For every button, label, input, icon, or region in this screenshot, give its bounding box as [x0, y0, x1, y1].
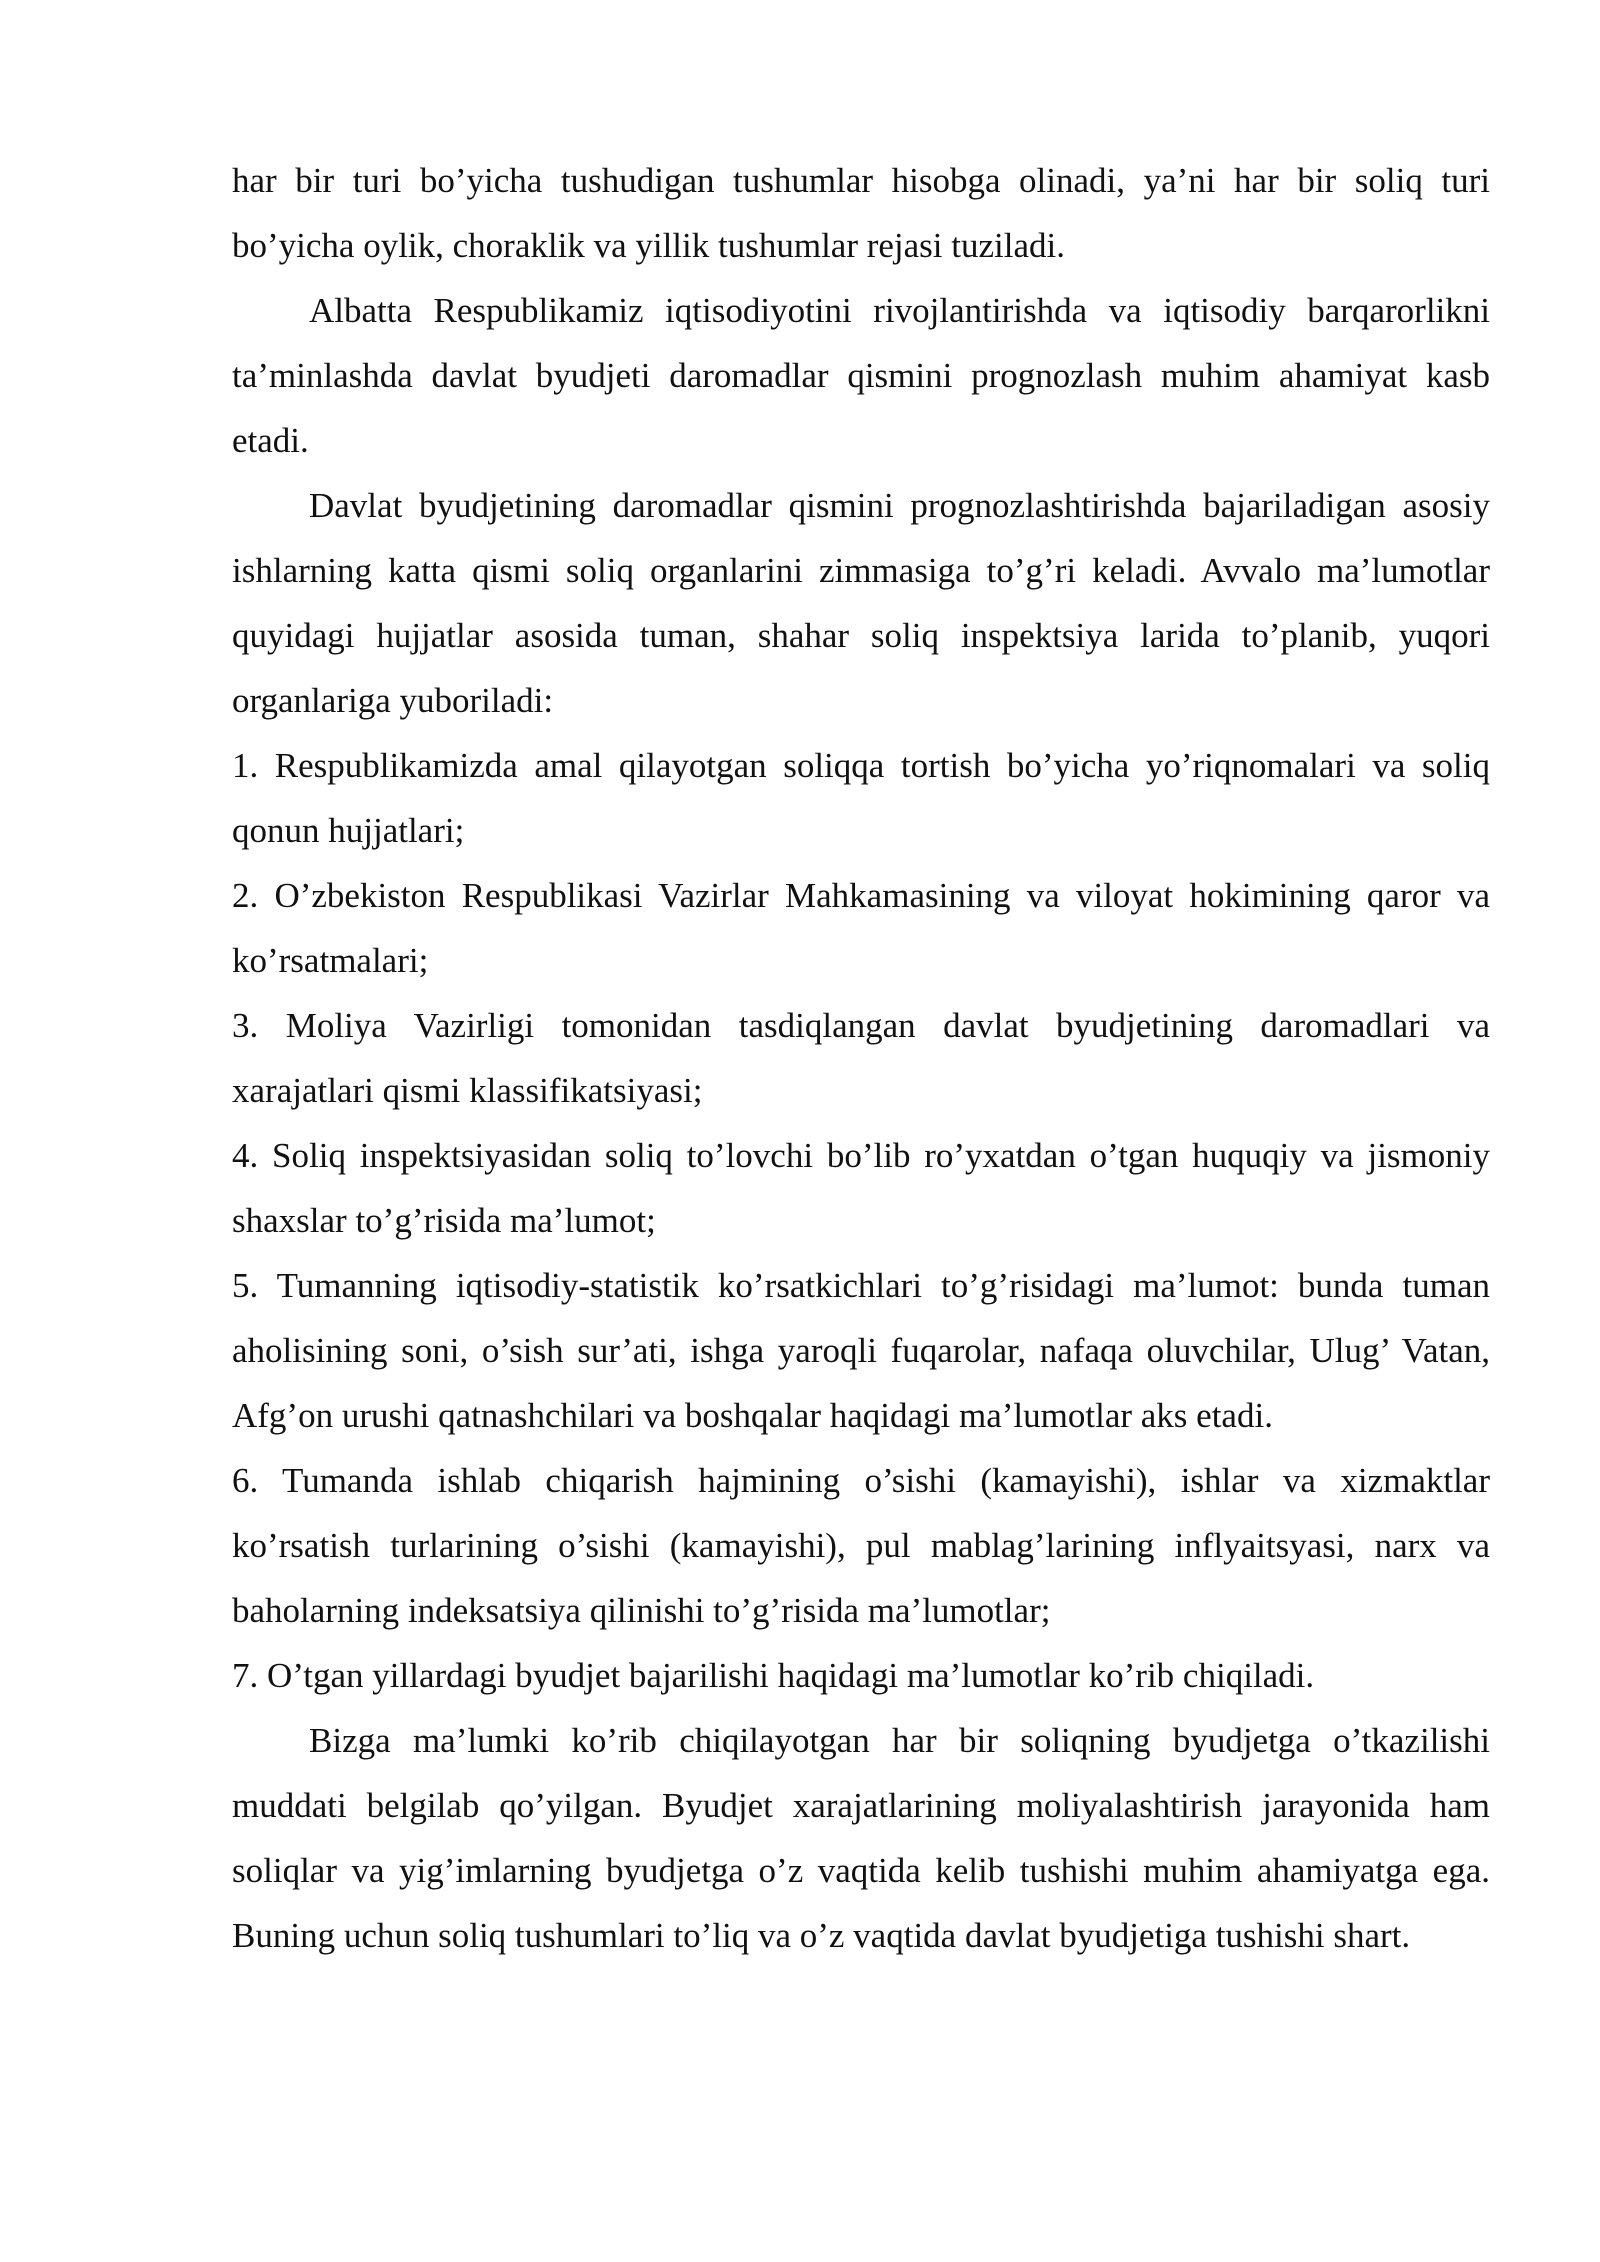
list-item: 4. Soliq inspektsiyasidan soliq to’lovchi bo’lib ro’yxatdan o’tgan huquqiy va jismoniy shaxslar to’g’risida ma’lumot;	[232, 1136, 1490, 1240]
list-item: 7. O’tgan yillardagi byudjet bajarilishi haqidagi ma’lumotlar ko’rib chiqiladi.	[232, 1656, 1315, 1695]
list-item: 2. O’zbekiston Respublikasi Vazirlar Mahkamasining va viloyat hokimining qaror va ko’rsatmalari;	[232, 876, 1490, 980]
paragraph-albatta: Albatta Respublikamiz iqtisodiyotini rivojlantirishda va iqtisodiy barqarorlikni ta’minlashda davlat byudjeti daromadlar qismini prognozlash muhim ahamiyat kasb etadi.	[232, 291, 1490, 460]
document-page	[232, 148, 1490, 1968]
paragraph-davlat-byudjeti: Davlat byudjetining daromadlar qismini prognozlashtirishda bajariladigan asosiy ishlarning katta qismi soliq organlarini zimmasiga to’g’ri keladi. Avvalo ma’lumotlar quyidagi hujjatlar asosida tuman, shahar soliq inspektsiya larida to’planib, yuqori organlariga yuboriladi:	[232, 486, 1490, 720]
paragraph-continuation: har bir turi bo’yicha tushudigan tushumlar hisobga olinadi, ya’ni har bir soliq turi bo’yicha oylik, choraklik va yillik tushumlar rejasi tuziladi.	[232, 161, 1490, 265]
list-item: 5. Tumanning iqtisodiy-statistik ko’rsatkichlari to’g’risidagi ma’lumot: bunda tuman aholisining soni, o’sish sur’ati, ishga yaroqli fuqarolar, nafaqa oluvchilar, Ulug’ Vatan, Afg’on urushi qatnashchilari va boshqalar haqidagi ma’lumotlar aks etadi.	[232, 1266, 1490, 1435]
list-item: 3. Moliya Vazirligi tomonidan tasdiqlangan davlat byudjetining daromadlari va xarajatlari qismi klassifikatsiyasi;	[232, 1006, 1490, 1110]
list-item: 6. Tumanda ishlab chiqarish hajmining o’sishi (kamayishi), ishlar va xizmaktlar ko’rsatish turlarining o’sishi (kamayishi), pul mablag’larining inflyaitsyasi, narx va baholarning indeksatsiya qilinishi to’g’risida ma’lumotlar;	[232, 1461, 1490, 1630]
list-item: 1. Respublikamizda amal qilayotgan soliqqa tortish bo’yicha yo’riqnomalari va soliq qonun hujjatlari;	[232, 746, 1490, 850]
paragraph-closing: Bizga ma’lumki ko’rib chiqilayotgan har bir soliqning byudjetga o’tkazilishi muddati belgilab qo’yilgan. Byudjet xarajatlarining moliyalashtirish jarayonida ham soliqlar va yig’imlarning byudjetga o’z vaqtida kelib tushishi muhim ahamiyatga ega. Buning uchun soliq tushumlari to’liq va o’z vaqtida davlat byudjetiga tushishi shart.	[232, 1721, 1490, 1955]
